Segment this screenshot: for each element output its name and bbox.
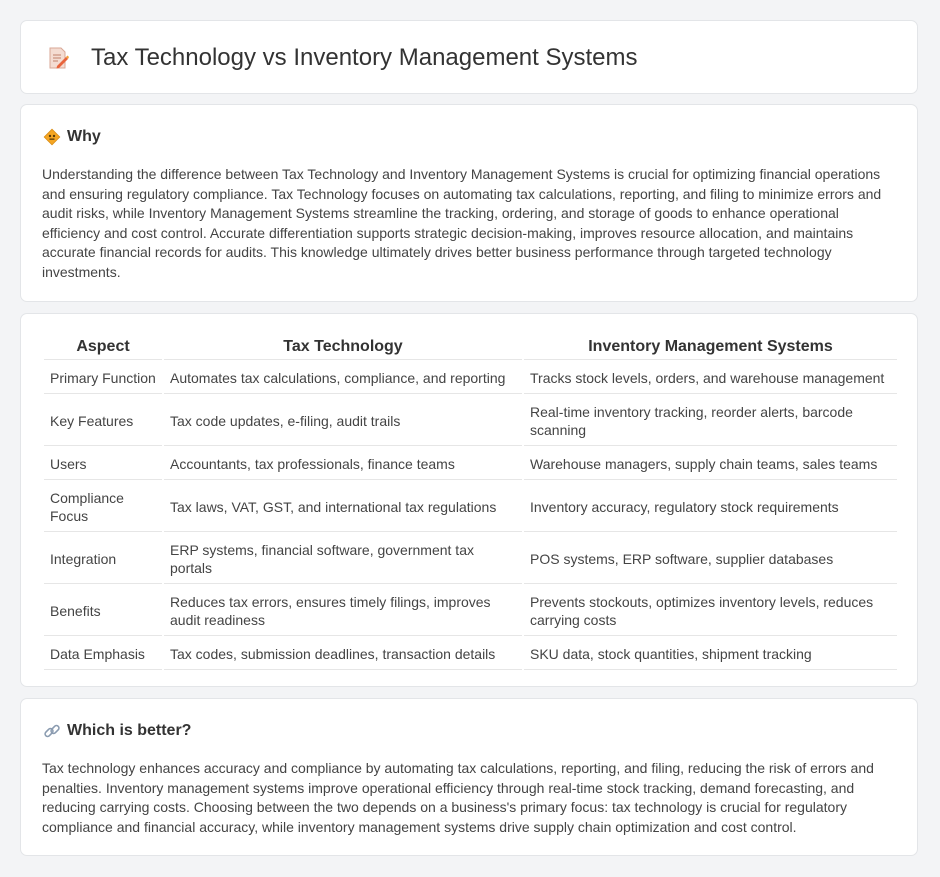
table-row	[44, 638, 897, 670]
tax-technology-cell: Automates tax calculations, compliance, and reporting	[164, 362, 522, 394]
inventory-cell: POS systems, ERP software, supplier databases	[524, 534, 897, 584]
link-icon	[43, 722, 61, 740]
tax-technology-cell: Reduces tax errors, ensures timely filings, improves audit readiness	[164, 586, 522, 636]
why-heading: Why	[67, 128, 101, 145]
tax-technology-cell: Tax laws, VAT, GST, and international tax regulations	[164, 482, 522, 532]
inventory-cell: Warehouse managers, supply chain teams, sales teams	[524, 448, 897, 480]
comparison-section	[20, 313, 918, 687]
inventory-cell: Prevents stockouts, optimizes inventory levels, reduces carrying costs	[524, 586, 897, 636]
aspect-cell: Primary Function	[44, 362, 162, 394]
why-section	[20, 104, 918, 302]
table-row	[44, 534, 897, 584]
which-is-better-section	[20, 698, 918, 856]
column-header: Inventory Management Systems	[524, 333, 897, 360]
page-title: Tax Technology vs Inventory Management Systems	[91, 44, 638, 71]
which-is-better-heading: Which is better?	[67, 722, 192, 739]
table-header-row	[44, 333, 897, 360]
aspect-cell: Key Features	[44, 396, 162, 446]
tax-technology-cell: ERP systems, financial software, government tax portals	[164, 534, 522, 584]
inventory-cell: SKU data, stock quantities, shipment tracking	[524, 638, 897, 670]
tax-technology-cell: Tax code updates, e-filing, audit trails	[164, 396, 522, 446]
table-row	[44, 396, 897, 446]
aspect-cell: Compliance Focus	[44, 482, 162, 532]
table-row	[44, 362, 897, 394]
aspect-cell: Benefits	[44, 586, 162, 636]
column-header: Tax Technology	[164, 333, 522, 360]
aspect-cell: Data Emphasis	[44, 638, 162, 670]
aspect-cell: Integration	[44, 534, 162, 584]
header-card	[20, 20, 918, 94]
inventory-cell: Real-time inventory tracking, reorder alerts, barcode scanning	[524, 396, 897, 446]
table-row	[44, 448, 897, 480]
tax-technology-cell: Accountants, tax professionals, finance teams	[164, 448, 522, 480]
inventory-cell: Inventory accuracy, regulatory stock requirements	[524, 482, 897, 532]
which-is-better-text: Tax technology enhances accuracy and compliance by automating tax calculations, reporting, and filing, reducing the risk of errors and penalties. Inventory management systems improve operational efficiency through real-time stock tracking, demand forecasting, and reducing carrying costs. Choosing between the two depends on a business's primary focus: tax technology is crucial for regulatory compliance and financial accuracy, while inventory management systems drive supply chain optimization and cost control.	[42, 760, 874, 835]
why-text: Understanding the difference between Tax Technology and Inventory Management Systems is crucial for optimizing financial operations and ensuring regulatory compliance. Tax Technology focuses on automating tax calculations, reporting, and filing to minimize errors and audit risks, while Inventory Management Systems streamline the tracking, ordering, and storage of goods to enhance operational efficiency and cost control. Accurate differentiation supports strategic decision-making, improves resource allocation, and maintains accurate financial records for audits. This knowledge ultimately drives better business performance through targeted technology investments.	[42, 166, 882, 280]
aspect-cell: Users	[44, 448, 162, 480]
column-header: Aspect	[44, 333, 162, 360]
table-row	[44, 586, 897, 636]
document-pencil-icon	[47, 47, 69, 69]
comparison-table	[42, 331, 899, 672]
diamond-sign-icon	[43, 128, 61, 146]
inventory-cell: Tracks stock levels, orders, and warehouse management	[524, 362, 897, 394]
table-row	[44, 482, 897, 532]
tax-technology-cell: Tax codes, submission deadlines, transaction details	[164, 638, 522, 670]
